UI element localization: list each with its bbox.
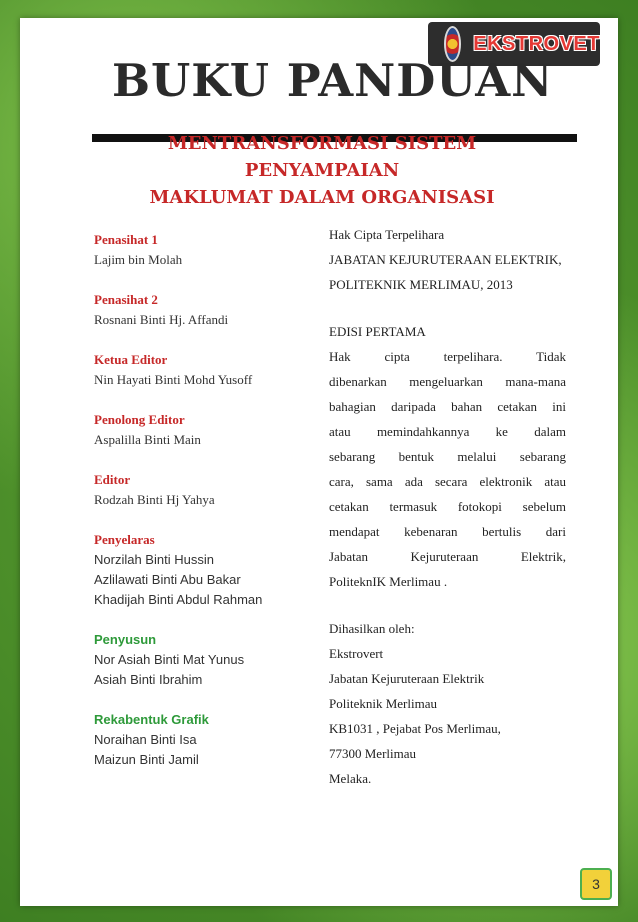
copyright-body-line: atau memindahkannya ke dalam — [329, 424, 566, 439]
credit-name: Nin Hayati Binti Mohd Yusoff — [94, 372, 253, 387]
produced-by-line: 77300 Merlimau — [329, 746, 417, 761]
credit-role: Penyusun — [94, 632, 157, 647]
credit-role: Penasihat 2 — [94, 292, 158, 307]
credit-name: Aspalilla Binti Main — [94, 432, 201, 447]
credit-group — [94, 530, 309, 610]
produced-by-line: Ekstrovert — [329, 646, 384, 661]
credit-name: Lajim bin Molah — [94, 252, 183, 267]
copyright-body-line: mendapat kebenaran bertulis dari — [329, 524, 566, 539]
publisher-line: JABATAN KEJURUTERAAN ELEKTRIK, — [329, 252, 562, 267]
produced-by-line: Jabatan Kejuruteraan Elektrik — [329, 671, 485, 686]
credit-group — [94, 290, 309, 330]
credit-role: Rekabentuk Grafik — [94, 712, 209, 727]
credit-role: Penyelaras — [94, 532, 155, 547]
credit-group — [94, 350, 309, 390]
subtitle-line-1: MENTRANSFORMASI SISTEM PENYAMPAIAN — [167, 133, 477, 181]
copyright-body-line: sebarang bentuk melalui sebarang — [329, 449, 566, 464]
credit-name: Norzilah Binti Hussin — [94, 552, 214, 567]
subtitle-line-2: MAKLUMAT DALAM ORGANISASI — [149, 187, 495, 208]
credit-group — [94, 230, 309, 270]
copyright-block — [329, 222, 566, 791]
credit-name: Azlilawati Binti Abu Bakar — [94, 572, 241, 587]
copyright-body-line: PoliteknIK Merlimau . — [329, 574, 448, 589]
subtitle — [92, 130, 552, 211]
produced-by-line: Melaka. — [329, 771, 372, 786]
credit-role: Ketua Editor — [94, 352, 168, 367]
credit-group — [94, 410, 309, 450]
copyright-heading: Hak Cipta Terpelihara — [329, 227, 445, 242]
copyright-body-line: Jabatan Kejuruteraan Elektrik, — [329, 549, 566, 564]
credit-name: Noraihan Binti Isa — [94, 732, 197, 747]
page-title: BUKU PANDUAN — [112, 54, 554, 107]
credit-role: Editor — [94, 472, 131, 487]
credit-name: Rosnani Binti Hj. Affandi — [94, 312, 229, 327]
copyright-body-line: cetakan termasuk fotokopi sebelum — [329, 499, 566, 514]
credit-name: Nor Asiah Binti Mat Yunus — [94, 652, 245, 667]
credit-name: Rodzah Binti Hj Yahya — [94, 492, 215, 507]
document-page — [20, 18, 618, 906]
credit-role: Penolong Editor — [94, 412, 185, 427]
credit-group — [94, 710, 309, 770]
credit-group — [94, 470, 309, 510]
copyright-body-line: bahagian daripada bahan cetakan ini — [329, 399, 566, 414]
logo-text: EKSTROVET — [473, 32, 600, 55]
page-number-badge: 3 — [580, 868, 612, 900]
copyright-body-line: cara, sama ada secara elektronik atau — [329, 474, 566, 489]
credit-name: Maizun Binti Jamil — [94, 752, 199, 767]
produced-by-line: Dihasilkan oleh: — [329, 621, 415, 636]
credit-role: Penasihat 1 — [94, 232, 158, 247]
title-block — [92, 54, 577, 142]
copyright-body-line: Hak cipta terpelihara. Tidak — [329, 349, 566, 364]
credit-name: Khadijah Binti Abdul Rahman — [94, 592, 263, 607]
credit-name: Asiah Binti Ibrahim — [94, 672, 203, 687]
credits-list — [94, 230, 309, 790]
publisher-line: POLITEKNIK MERLIMAU, 2013 — [329, 277, 513, 292]
produced-by-line: Politeknik Merlimau — [329, 696, 437, 711]
edition-text: EDISI PERTAMA — [329, 324, 426, 339]
credit-group — [94, 630, 309, 690]
copyright-body-line: dibenarkan mengeluarkan mana-mana — [329, 374, 566, 389]
produced-by-line: KB1031 , Pejabat Pos Merlimau, — [329, 721, 501, 736]
